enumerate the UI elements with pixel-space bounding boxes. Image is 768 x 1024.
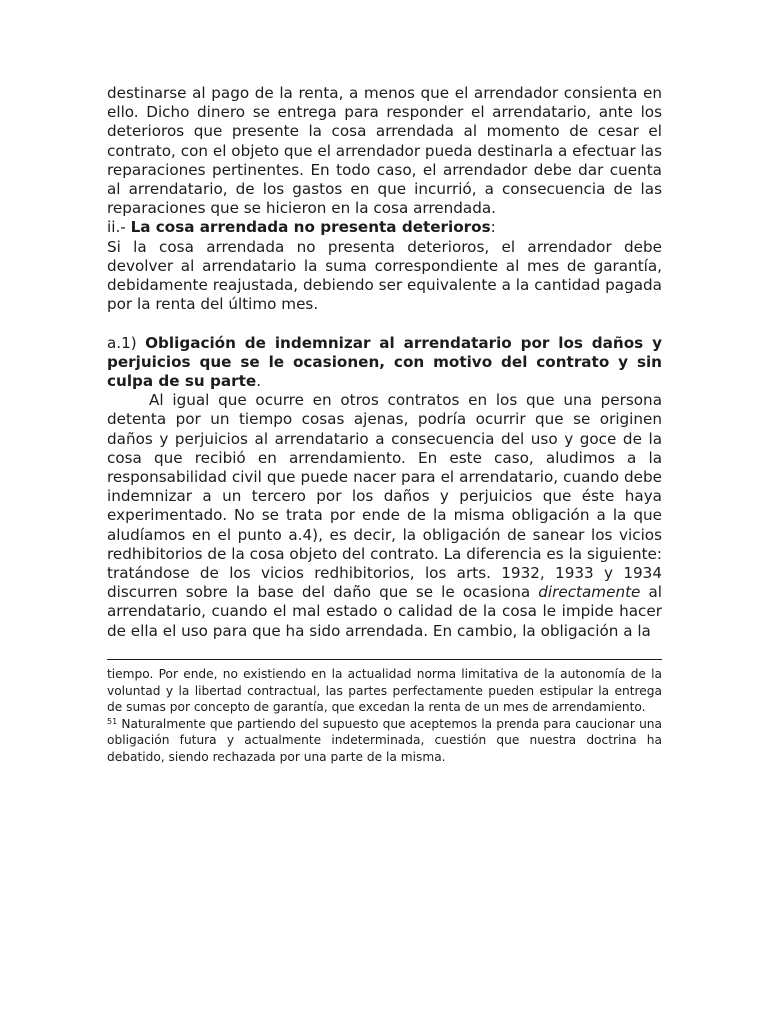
footnote-separator-line <box>107 659 662 660</box>
paragraph-devolucion-garantia <box>107 238 662 315</box>
paragraph-garantia-destino-text: destinarse al pago de la renta, a menos que el arrendador consienta en ello. Dicho dinero se entrega para responder el arrendatario, ante los deterioros que presente la cosa arrendada al momento de cesar el contrato, con el objeto que el arrendador pueda destinarla a efectuar las reparaciones pertinentes. En todo caso, el arrendador debe dar cuenta al arrendatario, de los gastos en que incurrió, a consecuencia de las reparaciones que se hicieron en la cosa arrendada. <box>107 84 662 218</box>
paragraph-danos-perjuicios-text-2: al arrendatario, cuando el mal estado o calidad de la cosa le impide hacer de ella el uso para que ha sido arrendada. En cambio, la obligación a la <box>107 583 663 640</box>
paragraph-danos-perjuicios <box>107 391 662 641</box>
heading-obligacion-indemnizar-suffix: . <box>256 372 262 391</box>
heading-obligacion-indemnizar <box>107 334 662 392</box>
paragraph-garantia-destino <box>107 84 662 218</box>
main-text-block <box>107 84 662 641</box>
footnote-continued <box>107 666 662 716</box>
paragraph-danos-perjuicios-emphasis: directamente <box>538 583 641 602</box>
footnotes-block <box>107 666 662 765</box>
footnote-continued-text: tiempo. Por ende, no existiendo en la actualidad norma limitativa de la autonomía de la voluntad y la libertad contractual, las partes perfectamente pueden estipular la entrega de sumas por concepto de garantía, que excedan la renta de un mes de arrendamiento. <box>107 667 662 714</box>
footnote-51-number: 51 <box>107 716 118 726</box>
heading-obligacion-indemnizar-title: Obligación de indemnizar al arrendatario por los daños y perjuicios que se le ocasionen, con motivo del contrato y sin culpa de su parte <box>107 333 662 391</box>
heading-no-deterioros-title: La cosa arrendada no presenta deterioros <box>130 218 491 237</box>
footnote-51-text: Naturalmente que partiendo del supuesto que aceptemos la prenda para caucionar una obligación futura y actualmente indeterminada, cuestión que nuestra doctrina ha debatido, siendo rechazada por una parte de la misma. <box>107 716 662 764</box>
heading-no-deterioros <box>107 218 662 237</box>
paragraph-danos-perjuicios-text-1: Al igual que ocurre en otros contratos en los que una persona detenta por un tiempo cosas ajenas, podría ocurrir que se originen daños y perjuicios al arrendatario a consecuencia del uso y goce de la cosa que recibió en arrendamiento. En este caso, aludimos a la responsabilidad civil que puede nacer para el arrendatario, cuando debe indemnizar a un tercero por los daños y perjuicios que éste haya experimentado. No se trata por ende de la misma obligación a la que aludíamos en el punto a.4), es decir, la obligación de sanear los vicios redhibitorios de la cosa objeto del contrato. La diferencia es la siguiente: tratándose de los vicios redhibitorios, los arts. 1932, 1933 y 1934 discurren sobre la base del daño que se le ocasiona <box>107 391 662 602</box>
heading-no-deterioros-suffix: : <box>490 218 496 237</box>
paragraph-devolucion-garantia-text: Si la cosa arrendada no presenta deterioros, el arrendador debe devolver al arrendatario la suma correspondiente al mes de garantía, debidamente reajustada, debiendo ser equivalente a la cantidad pagada por la renta del último mes. <box>107 237 662 314</box>
heading-obligacion-indemnizar-prefix: a.1) <box>107 333 146 352</box>
paragraph-spacer <box>107 314 662 333</box>
footnote-51 <box>107 716 662 766</box>
heading-no-deterioros-prefix: ii.- <box>107 218 131 237</box>
